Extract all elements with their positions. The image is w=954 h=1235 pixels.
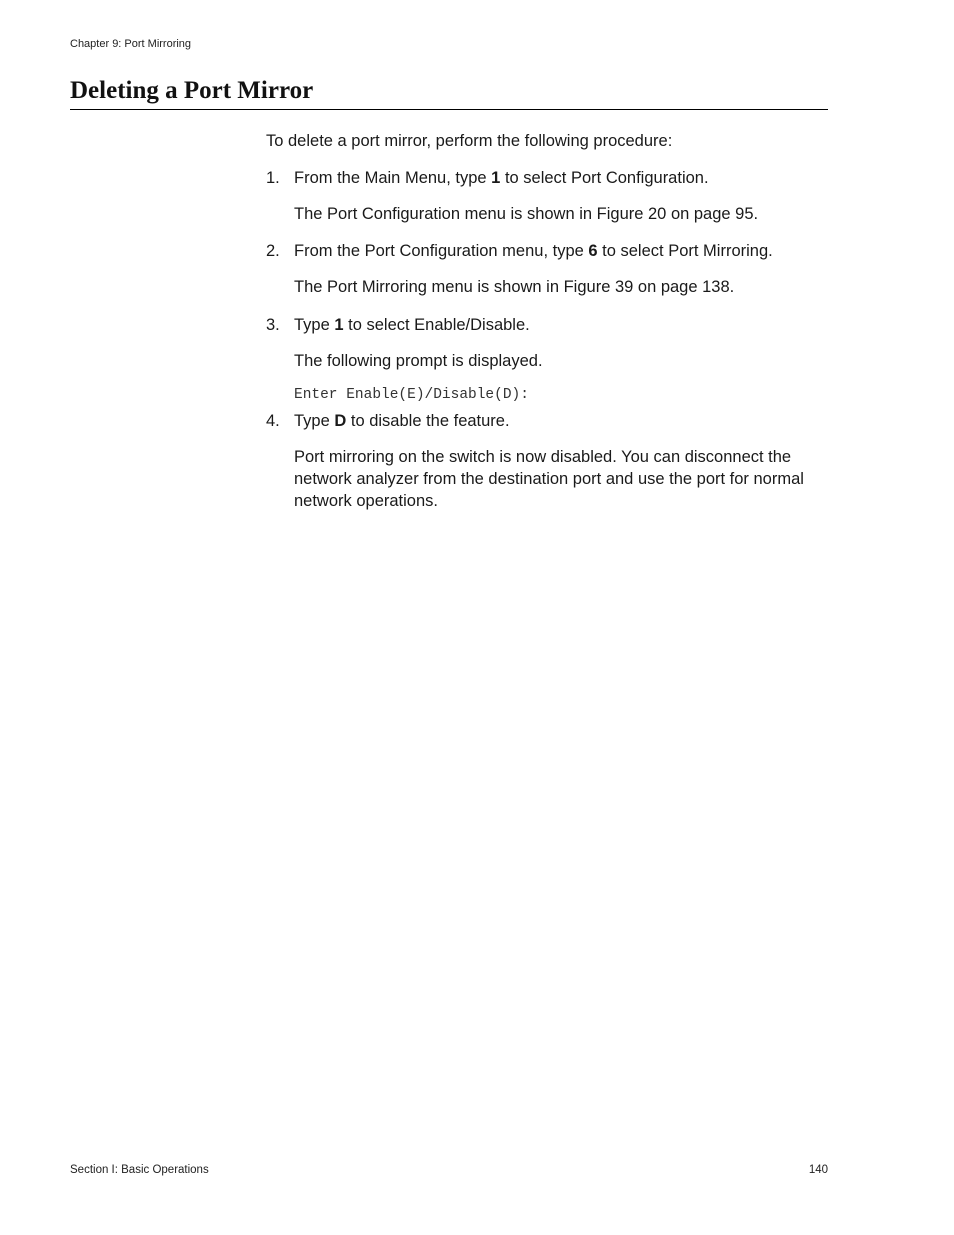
step-key: 6 — [588, 242, 598, 260]
step-note: The Port Mirroring menu is shown in Figure 39 on page 138. — [294, 278, 735, 296]
footer-section: Section I: Basic Operations — [70, 1164, 209, 1176]
step-key: 1 — [491, 169, 501, 187]
step-note: The Port Configuration menu is shown in Figure 20 on page 95. — [294, 205, 759, 223]
prompt-code: Enter Enable(E)/Disable(D): — [294, 387, 529, 403]
procedure-body — [266, 130, 828, 512]
step-instruction: From the Main Menu, type 1 to select Port Configuration. — [294, 169, 709, 187]
step-key: D — [334, 412, 347, 430]
step-key: 1 — [334, 316, 344, 334]
step-instruction: Type 1 to select Enable/Disable. — [294, 316, 530, 334]
procedure-step-2 — [266, 240, 828, 298]
running-header: Chapter 9: Port Mirroring — [70, 38, 192, 50]
step-note: The following prompt is displayed. — [294, 352, 543, 370]
procedure-step-4 — [266, 410, 828, 512]
step-instruction: From the Port Configuration menu, type 6 to select Port Mirroring. — [294, 242, 773, 260]
step-number: 3. — [266, 316, 280, 334]
page-title: Deleting a Port Mirror — [70, 76, 828, 110]
step-instruction: Type D to disable the feature. — [294, 412, 510, 430]
step-number: 4. — [266, 412, 280, 430]
step-number: 2. — [266, 242, 280, 260]
intro-paragraph: To delete a port mirror, perform the following procedure: — [266, 132, 673, 150]
step-number: 1. — [266, 169, 280, 187]
procedure-step-3 — [266, 314, 828, 404]
step-note: Port mirroring on the switch is now disabled. You can disconnect the network analyzer from the destination port and use the port for normal network operations. — [294, 448, 804, 510]
procedure-step-1 — [266, 167, 828, 225]
page-number: 140 — [808, 1164, 828, 1176]
